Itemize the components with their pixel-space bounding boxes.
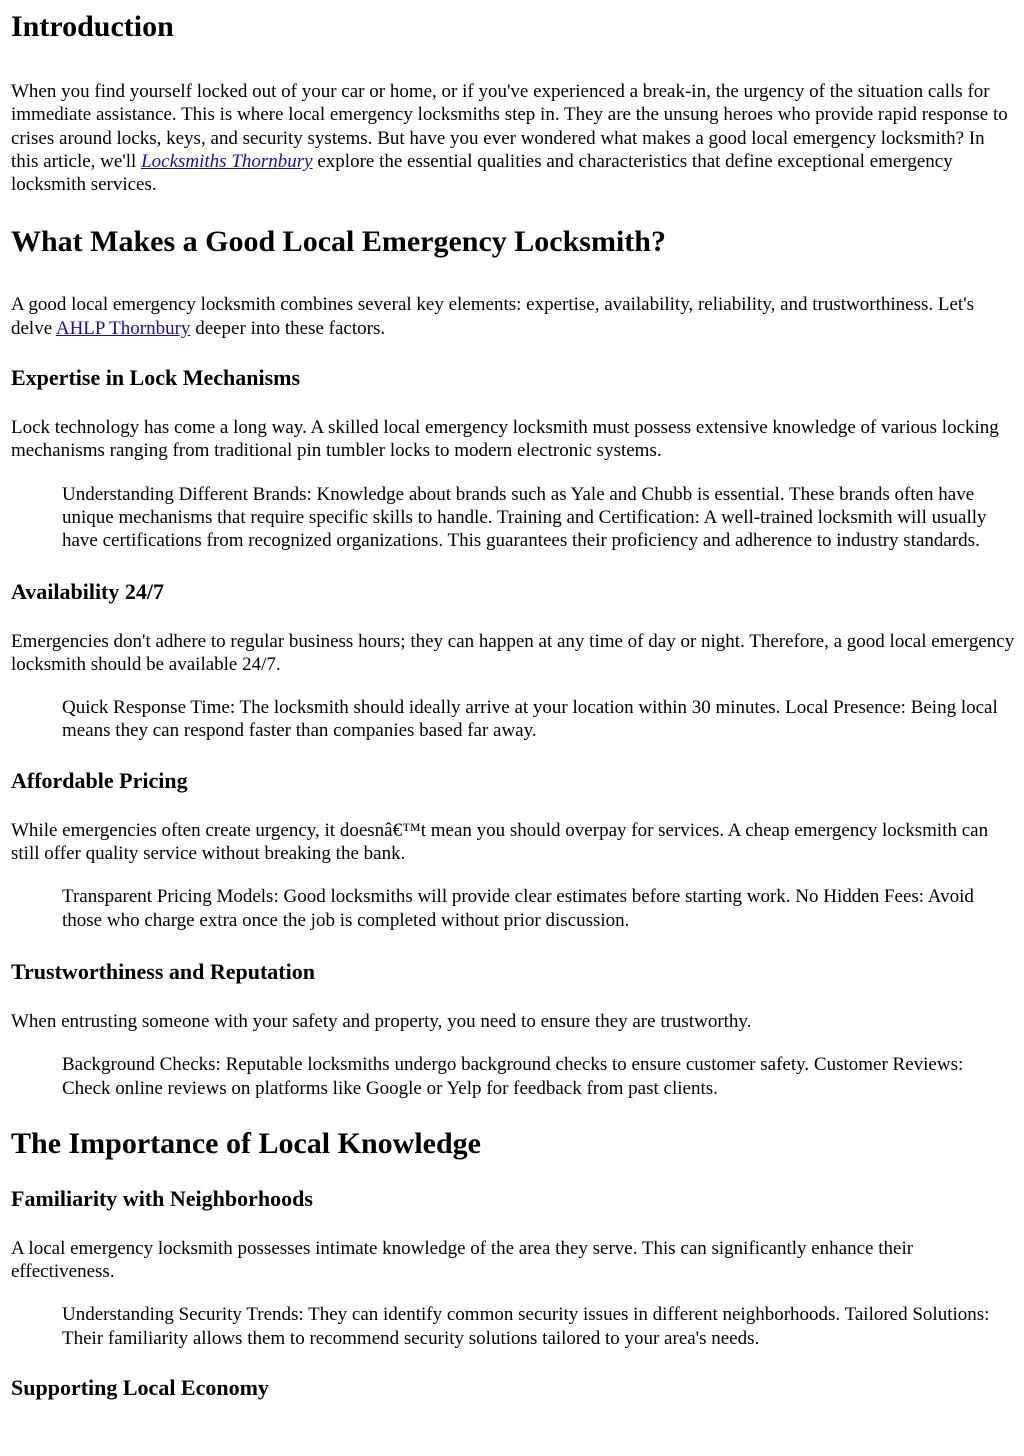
what-makes-text-before-link: A good local emergency locksmith combines several key elements: expertise, availability, reliability, and trustworthiness. Let's delve [11,294,975,339]
availability-quote: Quick Response Time: The locksmith should ideally arrive at your location within 30 minutes. Local Presence: Being local means they can respond faster than companies based far away. [62,697,998,742]
intro-paragraph [11,80,1016,196]
heading-local-knowledge: The Importance of Local Knowledge [11,1126,481,1160]
familiarity-quote: Understanding Security Trends: They can identify common security issues in different neighborhoods. Tailored Solutions: Their familiarity allows them to recommend security solutions tailored to your area's needs. [62,1304,990,1349]
pricing-quote: Transparent Pricing Models: Good locksmiths will provide clear estimates before starting work. No Hidden Fees: Avoid those who charge extra once the job is completed without prior discussion. [62,886,974,931]
heading-availability: Availability 24/7 [11,578,164,604]
article [0,10,1024,1401]
heading-affordable-pricing: Affordable Pricing [11,767,188,793]
heading-introduction: Introduction [11,10,174,43]
intro-text-after-link: explore the essential qualities and characteristics that define exceptional emergency locksmith services. [11,150,953,196]
availability-paragraph: Emergencies don't adhere to regular business hours; they can happen at any time of day or night. Therefore, a good local emergency locksmith should be available 24/7. [11,630,1015,675]
heading-supporting-local-economy: Supporting Local Economy [11,1375,269,1401]
heading-familiarity: Familiarity with Neighborhoods [11,1185,313,1211]
heading-trustworthiness: Trustworthiness and Reputation [11,958,315,984]
trust-quote: Background Checks: Reputable locksmiths undergo background checks to ensure customer safety. Customer Reviews: Check online reviews on platforms like Google or Yelp for feedback from past clients. [62,1054,964,1099]
heading-what-makes-good-locksmith: What Makes a Good Local Emergency Locksmith? [11,225,666,259]
intro-text-before-link: When you find yourself locked out of your car or home, or if you've experienced a break-in, the urgency of the situation calls for immediate assistance. This is where local emergency locksmiths step in. They are the unsung heroes who provide rapid response to crises around locks, keys, and security systems. But have you ever wondered what makes a good local emergency locksmith? In this article, we'll [11,81,1008,172]
what-makes-paragraph [11,293,1016,340]
heading-expertise: Expertise in Lock Mechanisms [11,365,301,391]
expertise-quote: Understanding Different Brands: Knowledge about brands such as Yale and Chubb is essential. These brands often have unique mechanisms that require specific skills to handle. Training and Certification: A well-trained locksmith will usually have certifications from recognized organizations. This guarantees their proficiency and adherence to industry standards. [62,483,987,552]
trust-paragraph: When entrusting someone with your safety and property, you need to ensure they are trustworthy. [11,1010,752,1032]
familiarity-paragraph: A local emergency locksmith possesses intimate knowledge of the area they serve. This can significantly enhance their effectiveness. [11,1237,914,1283]
pricing-paragraph: While emergencies often create urgency, it doesnâ€™t mean you should overpay for services. A cheap emergency locksmith can still offer quality service without breaking the bank. [11,819,989,865]
expertise-paragraph: Lock technology has come a long way. A skilled local emergency locksmith must possess extensive knowledge of various locking mechanisms ranging from traditional pin tumbler locks to modern electronic systems. [11,417,999,462]
what-makes-text-after-link: deeper into these factors. [190,317,386,339]
link-ahlp-thornbury[interactable]: AHLP Thornbury [55,317,191,339]
link-locksmiths-thornbury[interactable]: Locksmiths Thornbury [141,150,313,172]
